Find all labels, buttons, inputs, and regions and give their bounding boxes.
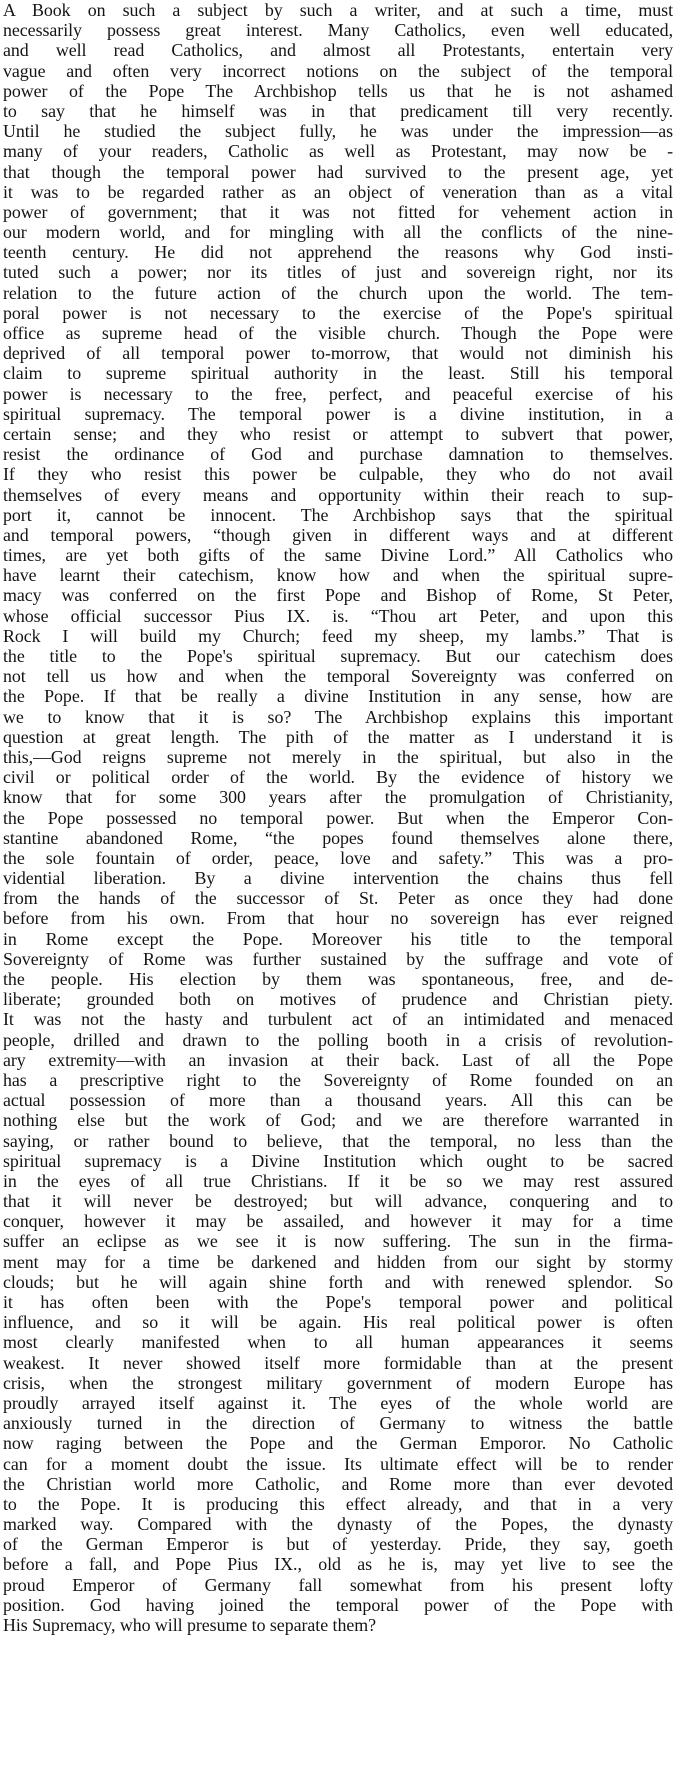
- text-line: we to know that it is so? The Archbishop explains this important: [3, 706, 673, 727]
- text-line: before a fall, and Pope Pius IX., old as he is, may yet live to see the: [3, 1554, 673, 1575]
- text-line: crisis, when the strongest military government of modern Europe has: [3, 1372, 673, 1393]
- text-line: weakest. It never showed itself more formidable than at the present: [3, 1352, 673, 1373]
- text-line: before from his own. From that hour no sovereign has ever reigned: [3, 908, 673, 929]
- text-line: themselves of every means and opportunity within their reach to sup-: [3, 484, 673, 505]
- text-line: this,—God reigns supreme not merely in the spiritual, but also in the: [3, 746, 673, 767]
- text-line: in the eyes of all true Christians. If it be so we may rest assured: [3, 1170, 673, 1191]
- text-line: times, are yet both gifts of the same Divine Lord.” All Catholics who: [3, 545, 673, 566]
- text-line: our modern world, and for mingling with all the conflicts of the nine-: [3, 222, 673, 243]
- text-line: not tell us how and when the temporal Sovereignty was conferred on: [3, 666, 673, 687]
- text-line: the Christian world more Catholic, and Rome more than ever devoted: [3, 1473, 673, 1494]
- text-line: power of government; that it was not fitted for vehement action in: [3, 201, 673, 222]
- text-line: it has often been with the Pope's temporal power and political: [3, 1292, 673, 1312]
- text-line: Until he studied the subject fully, he was under the impression—as: [3, 121, 673, 142]
- text-line: port it, cannot be innocent. The Archbishop says that the spiritual: [3, 504, 673, 525]
- text-line: power is necessary to the free, perfect, and peaceful exercise of his: [3, 383, 673, 404]
- text-line: and temporal powers, “though given in different ways and at different: [3, 524, 673, 545]
- text-line: that though the temporal power had survived to the present age, yet: [3, 161, 673, 182]
- text-line: most clearly manifested when to all human appearances it seems: [3, 1332, 673, 1353]
- text-line: ment may for a time be darkened and hidden from our sight by stormy: [3, 1251, 673, 1272]
- text-line: power of the Pope The Archbishop tells us that he is not ashamed: [3, 80, 673, 101]
- text-line: to say that he himself was in that predicament till very recently.: [3, 100, 673, 121]
- text-line: poral power is not necessary to the exercise of the Pope's spiritual: [3, 302, 673, 323]
- text-line: If they who resist this power be culpable, they who do not avail: [3, 464, 673, 485]
- text-line: vidential liberation. By a divine intervention the chains thus fell: [3, 868, 673, 889]
- text-line: clouds; but he will again shine forth and with renewed splendor. So: [3, 1271, 673, 1292]
- text-line: It was not the hasty and turbulent act of an intimidated and menaced: [3, 1009, 673, 1030]
- text-line: proud Emperor of Germany fall somewhat from his present lofty: [3, 1574, 673, 1595]
- text-line: teenth century. He did not apprehend the reasons why God insti-: [3, 242, 673, 263]
- text-line: spiritual supremacy is a Divine Institution which ought to be sacred: [3, 1150, 673, 1171]
- text-line: saying, or rather bound to believe, that the temporal, no less than the: [3, 1130, 673, 1151]
- text-line: can for a moment doubt the issue. Its ultimate effect will be to render: [3, 1453, 673, 1474]
- article-column: [3, 0, 673, 1635]
- text-line: deprived of all temporal power to-morrow, that would not diminish his: [3, 343, 673, 364]
- text-line: macy was conferred on the first Pope and Bishop of Rome, St Peter,: [3, 585, 673, 606]
- text-line: certain sense; and they who resist or attempt to subvert that power,: [3, 423, 673, 444]
- text-line: has a prescriptive right to the Sovereignty of Rome founded on an: [3, 1069, 673, 1090]
- text-line: tuted such a power; nor its titles of just and sovereign right, nor its: [3, 262, 673, 283]
- text-line: resist the ordinance of God and purchase damnation to themselves.: [3, 444, 673, 465]
- text-line: marked way. Compared with the dynasty of the Popes, the dynasty: [3, 1514, 673, 1535]
- text-line: the Pope possessed no temporal power. But when the Emperor Con-: [3, 807, 673, 828]
- text-line: vague and often very incorrect notions on the subject of the temporal: [3, 60, 673, 81]
- text-line: claim to supreme spiritual authority in the least. Still his temporal: [3, 363, 673, 384]
- text-line: the title to the Pope's spiritual supremacy. But our catechism does: [3, 646, 673, 666]
- text-line: Sovereignty of Rome was further sustained by the suffrage and vote of: [3, 948, 673, 969]
- text-line: know that for some 300 years after the promulgation of Christianity,: [3, 787, 673, 808]
- text-line: office as supreme head of the visible church. Though the Pope were: [3, 323, 673, 343]
- text-line: spiritual supremacy. The temporal power is a divine institution, in a: [3, 403, 673, 424]
- text-line: relation to the future action of the church upon the world. The tem-: [3, 282, 673, 303]
- text-line: in Rome except the Pope. Moreover his title to the temporal: [3, 928, 673, 949]
- text-line: of the German Emperor is but of yesterday. Pride, they say, goeth: [3, 1534, 673, 1555]
- text-line: question at great length. The pith of the matter as I understand it is: [3, 726, 673, 747]
- text-line: it was to be regarded rather as an object of veneration than as a vital: [3, 181, 673, 202]
- text-line: liberate; grounded both on motives of prudence and Christian piety.: [3, 989, 673, 1010]
- text-line: ary extremity—with an invasion at their back. Last of all the Pope: [3, 1049, 673, 1070]
- text-line: influence, and so it will be again. His real political power is often: [3, 1312, 673, 1333]
- text-line: necessarily possess great interest. Many Catholics, even well educated,: [3, 20, 673, 41]
- text-line: position. God having joined the temporal power of the Pope with: [3, 1594, 673, 1615]
- text-line: stantine abandoned Rome, “the popes found themselves alone there,: [3, 827, 673, 848]
- text-line: civil or political order of the world. By the evidence of history we: [3, 767, 673, 788]
- text-line: A Book on such a subject by such a writer, and at such a time, must: [3, 0, 673, 20]
- text-line: the people. His election by them was spontaneous, free, and de-: [3, 969, 673, 989]
- text-line: many of your readers, Catholic as well as Protestant, may now be -: [3, 141, 673, 162]
- text-line: the Pope. If that be really a divine Institution in any sense, how are: [3, 686, 673, 707]
- text-line: nothing else but the work of God; and we are therefore warranted in: [3, 1110, 673, 1131]
- text-line: the sole fountain of order, peace, love and safety.” This was a pro-: [3, 847, 673, 868]
- text-line: have learnt their catechism, know how and when the spiritual supre-: [3, 565, 673, 586]
- text-line: conquer, however it may be assailed, and however it may for a time: [3, 1211, 673, 1232]
- text-line: actual possession of more than a thousand years. All this can be: [3, 1090, 673, 1111]
- text-line: Rock I will build my Church; feed my sheep, my lambs.” That is: [3, 625, 673, 646]
- text-line: and well read Catholics, and almost all Protestants, entertain very: [3, 40, 673, 61]
- text-line: now raging between the Pope and the German Emporor. No Catholic: [3, 1433, 673, 1454]
- text-line: suffer an eclipse as we see it is now suffering. The sun in the firma-: [3, 1231, 673, 1252]
- text-line: from the hands of the successor of St. Peter as once they had done: [3, 888, 673, 909]
- text-line: to the Pope. It is producing this effect already, and that in a very: [3, 1493, 673, 1514]
- text-line: that it will never be destroyed; but will advance, conquering and to: [3, 1191, 673, 1212]
- text-line: whose official successor Pius IX. is. “Thou art Peter, and upon this: [3, 605, 673, 626]
- text-line: people, drilled and drawn to the polling booth in a crisis of revolution-: [3, 1029, 673, 1050]
- text-line: anxiously turned in the direction of Germany to witness the battle: [3, 1413, 673, 1434]
- text-line: proudly arrayed itself against it. The eyes of the whole world are: [3, 1392, 673, 1413]
- text-line: His Supremacy, who will presume to separate them?: [3, 1615, 376, 1635]
